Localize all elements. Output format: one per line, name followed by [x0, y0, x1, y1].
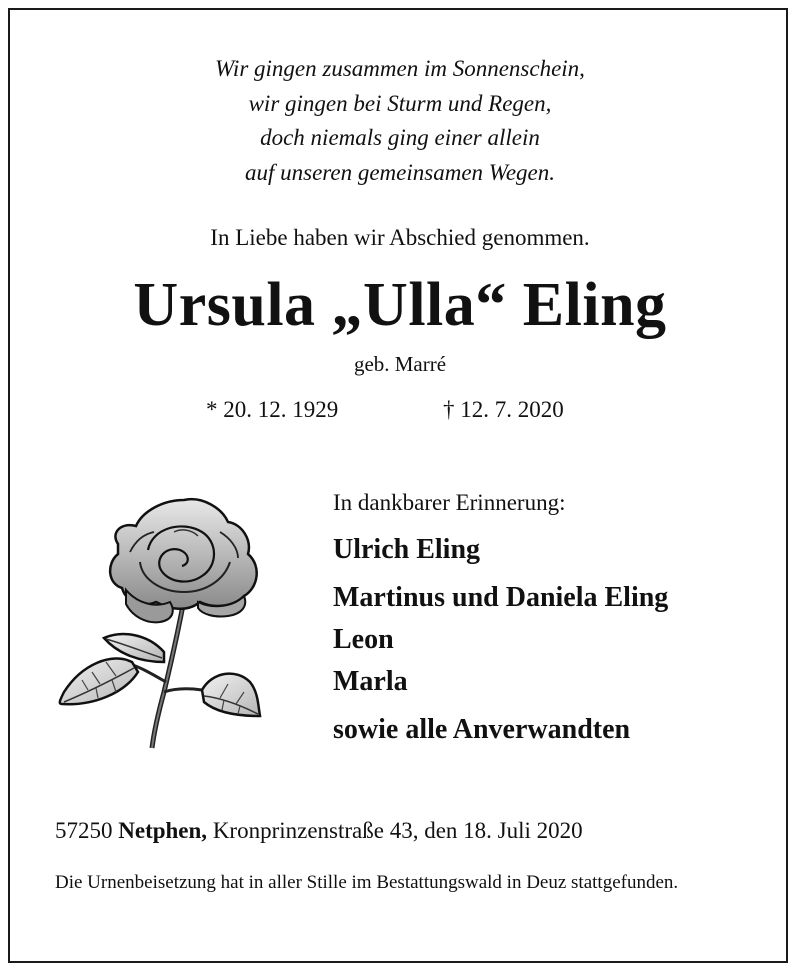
deceased-name: Ursula „Ulla“ Eling	[133, 271, 667, 339]
mourners-block	[333, 490, 668, 751]
poem-line: doch niemals ging einer allein	[260, 125, 540, 150]
poem-line: auf unseren gemeinsamen Wegen.	[244, 159, 555, 185]
death-date: † 12. 7. 2020	[443, 397, 564, 422]
birth-date: * 20. 12. 1929	[206, 397, 339, 422]
farewell-intro: In Liebe haben wir Abschied genommen.	[210, 225, 590, 250]
rose-icon	[52, 492, 272, 750]
mourner-name: sowie alle Anverwandten	[333, 714, 631, 745]
zip-code: 57250	[55, 818, 113, 843]
poem-line: Wir gingen zusammen im Sonnenschein,	[215, 56, 585, 81]
city: Netphen,	[118, 818, 208, 843]
mourner-name: Ulrich Eling	[333, 534, 481, 565]
address-line	[55, 818, 583, 844]
mourner-name: Leon	[333, 624, 394, 655]
burial-note: Die Urnenbeisetzung hat in aller Stille im Bestattungswald in Deuz stattgefunden.	[55, 872, 679, 893]
mourners-intro: In dankbarer Erinnerung:	[333, 490, 566, 515]
mourner-name: Marla	[333, 666, 408, 697]
street-and-date: Kronprinzenstraße 43, den 18. Juli 2020	[212, 818, 583, 843]
poem	[0, 52, 800, 190]
poem-line: wir gingen bei Sturm und Regen,	[248, 90, 552, 116]
mourner-name: Martinus und Daniela Eling	[333, 582, 669, 613]
maiden-name: geb. Marré	[353, 352, 447, 376]
